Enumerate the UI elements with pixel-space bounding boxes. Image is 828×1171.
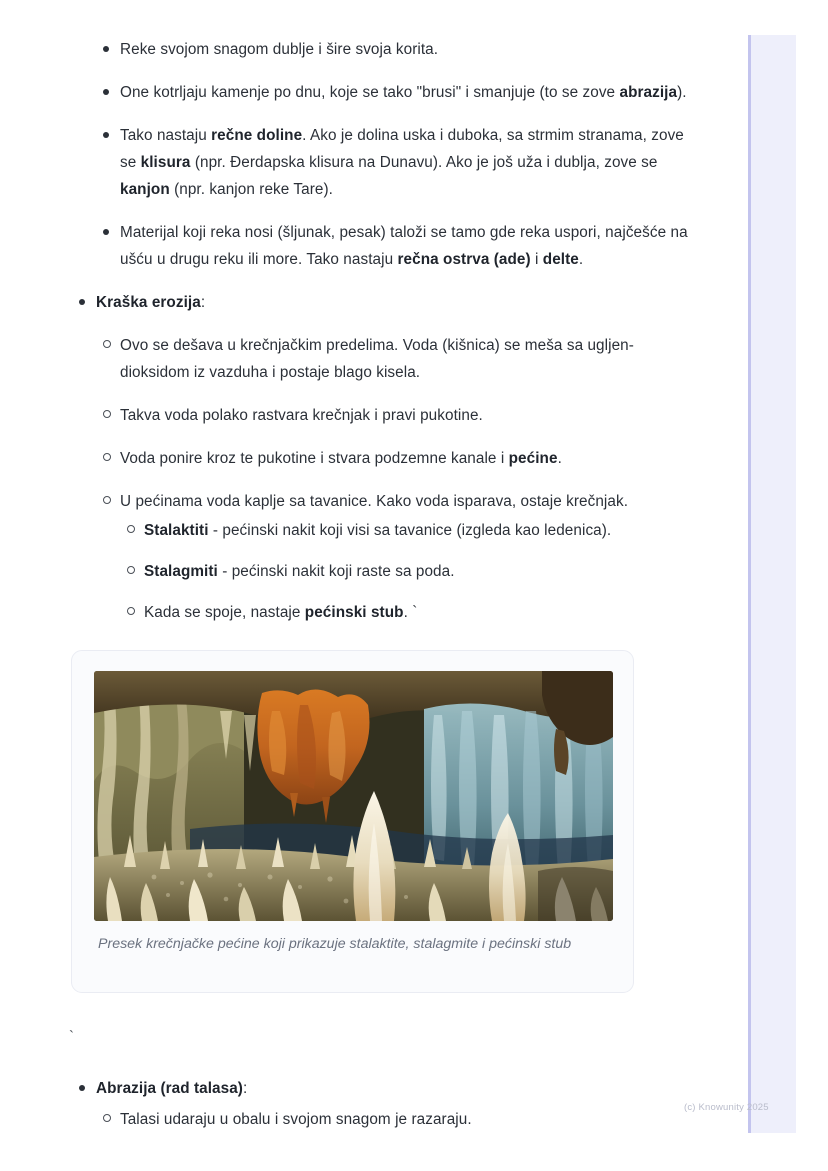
bullet-circle-icon [127, 558, 135, 585]
list-item [24, 558, 700, 585]
list-item-text: Voda ponire kroz te pukotine i stvara podzemne kanale i pećine. [120, 450, 562, 467]
list-item-text: Ovo se dešava u krečnjačkim predelima. Voda (kišnica) se meša sa ugljen-dioksidom iz vazduha i postaje blago kisela. [120, 337, 634, 381]
karst-erosion-list [0, 332, 700, 515]
abrasion-list [0, 1106, 700, 1133]
bullet-circle-icon [103, 488, 111, 515]
list-item [0, 445, 700, 472]
bullet-circle-icon [103, 1106, 111, 1133]
stray-backtick-mark: ` [69, 1028, 74, 1045]
document-content [0, 0, 700, 640]
list-item-text: Takva voda polako rastvara krečnjak i pravi pukotine. [120, 407, 483, 424]
bullet-disc-icon [103, 36, 109, 63]
bullet-circle-icon [127, 599, 135, 626]
list-item-text: Kada se spoje, nastaje pećinski stub. ` [144, 604, 418, 621]
list-item-text: One kotrljaju kamenje po dnu, koje se tako "brusi" i smanjuje (to se zove abrazija). [120, 84, 687, 101]
list-item [24, 517, 700, 544]
section-heading-karst [0, 289, 700, 316]
watermark: (c) Knowunity 2025 [684, 1102, 769, 1113]
figure-caption: Presek krečnjačke pećine koji prikazuje stalaktite, stalagmite i pećinski stub [98, 936, 572, 952]
list-item [0, 402, 700, 429]
bullet-disc-icon [79, 289, 85, 316]
bullet-disc-icon [103, 122, 109, 149]
bullet-disc-icon [79, 1075, 85, 1102]
list-item [0, 1106, 700, 1133]
bullet-disc-icon [103, 219, 109, 246]
list-item [0, 79, 700, 106]
list-item [0, 332, 700, 386]
abrasion-heading-list [0, 1075, 700, 1102]
karst-erosion-heading-list [0, 289, 700, 316]
list-item-text: U pećinama voda kaplje sa tavanice. Kako voda isparava, ostaje krečnjak. [120, 493, 629, 510]
list-item-text: Materijal koji reka nosi (šljunak, pesak) taloži se tamo gde reka uspori, najčešće na ušću u drugu reku ili more. Tako nastaju rečna ostrva (ade) i delte. [120, 224, 688, 268]
list-item-text: Talasi udaraju u obalu i svojom snagom je razaraju. [120, 1111, 472, 1128]
bullet-circle-icon [103, 402, 111, 429]
section-heading-text: Abrazija (rad talasa): [96, 1080, 248, 1097]
cave-illustration-icon [94, 671, 613, 921]
list-item [0, 219, 700, 273]
list-item [0, 36, 700, 63]
section-heading-text: Kraška erozija: [96, 294, 206, 311]
list-item [24, 599, 700, 626]
bullet-circle-icon [103, 332, 111, 359]
bullet-disc-icon [103, 79, 109, 106]
cave-formation-list [24, 517, 700, 626]
right-side-panel [748, 35, 796, 1133]
section-heading-abrasion [0, 1075, 700, 1102]
bullet-circle-icon [127, 517, 135, 544]
list-item [0, 488, 700, 515]
list-item-text: Reke svojom snagom dublje i šire svoja korita. [120, 41, 439, 58]
list-item-text: Tako nastaju rečne doline. Ako je dolina uska i duboka, sa strmim stranama, zove se klisura (npr. Đerdapska klisura na Dunavu). Ako je još uža i dublja, zove se kanjon (npr. kanjon reke Tare). [120, 127, 684, 198]
list-item-text: Stalaktiti - pećinski nakit koji visi sa tavanice (izgleda kao ledenica). [144, 522, 612, 539]
bullet-circle-icon [103, 445, 111, 472]
cave-cross-section-photo [94, 671, 613, 921]
fluvial-erosion-list [0, 36, 700, 273]
figure-card [71, 650, 634, 993]
list-item [0, 122, 700, 203]
list-item-text: Stalagmiti - pećinski nakit koji raste sa poda. [144, 563, 455, 580]
abrasion-section [0, 1075, 700, 1137]
